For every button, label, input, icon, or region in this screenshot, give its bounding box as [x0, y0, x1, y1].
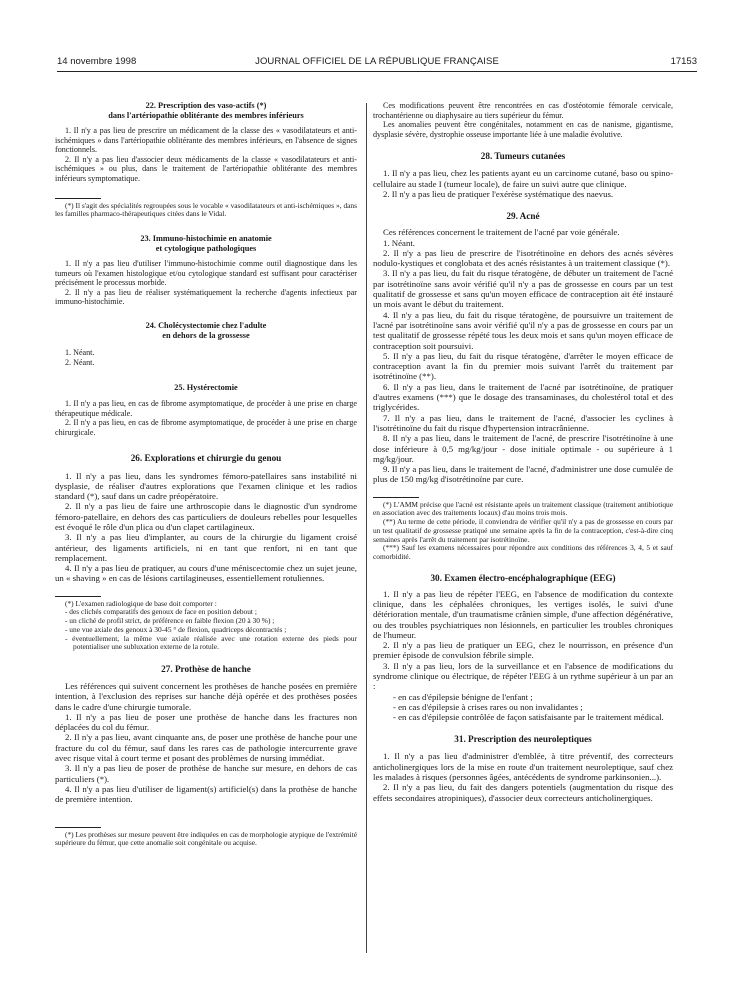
- paragraph: 1. Il n'y a pas lieu d'administrer d'emblée, à titre préventif, des correcteurs anticholinergiques lors de la mise en route d'un traitement neuroleptique, sauf chez les malades à risques (personnes âgées, antécédents de syndrome parkinsonien...).: [373, 751, 673, 783]
- column-divider: [366, 103, 367, 953]
- paragraph: 3. Il n'y a pas lieu de poser de prothèse de hanche sur mesure, en dehors de cas particuliers (*).: [55, 763, 357, 784]
- paragraph: 2. Il n'y a pas lieu de réaliser systématiquement la recherche d'agents infectieux par immuno-histochimie.: [55, 287, 357, 307]
- journal-title: JOURNAL OFFICIEL DE LA RÉPUBLIQUE FRANÇAISE: [255, 56, 499, 67]
- section-27-footnote: [55, 827, 357, 848]
- list-item: - en cas d'épilepsie contrôlée de façon satisfaisante par le traitement médical.: [393, 712, 664, 723]
- section-26: [55, 453, 357, 584]
- paragraph: 2. Néant.: [65, 357, 95, 367]
- paragraph: 1. Il n'y a pas lieu de poser une prothèse de hanche dans les fractures non déplacées du col du fémur.: [55, 711, 357, 733]
- footnote-rule: [55, 827, 101, 828]
- section-title: 24. Cholécystectomie chez l'adulte: [145, 320, 267, 330]
- footnote-item: - éventuellement, la même vue axiale réalisée avec une rotation externe des pieds pour potentialiser une subluxation externe de la rotule.: [65, 633, 357, 652]
- paragraph: 2. Il n'y a pas lieu, en cas de fibrome asymptomatique, de procéder à une prise en charge chirurgicale.: [55, 418, 357, 437]
- paragraph: 3. Il n'y a pas lieu d'implanter, au cours de la chirurgie du ligament croisé antérieur, des ligaments artificiels, ni en tant que renfort, ni en tant que remplacement.: [55, 532, 357, 563]
- section-title: 27. Prothèse de hanche: [161, 663, 251, 674]
- section-title: 25. Hystérectomie: [174, 383, 238, 393]
- footnote-rule: [55, 596, 101, 597]
- right-column: [373, 101, 673, 803]
- section-title: 23. Immuno-histochimie en anatomie: [140, 233, 272, 243]
- paragraph: 2. Il n'y a pas lieu de faire une arthroscopie dans le diagnostic d'un syndrome fémoro-patellaire, en dehors des cas particuliers de douleurs rebelles pour lesquelles est évoqué le rôle d'un plica ou d'un clapet cartilagineux.: [55, 501, 357, 532]
- footnote: (*) L'examen radiologique de base doit comporter :: [65, 598, 217, 608]
- footnote: (*) Il s'agit des spécialités regroupées sous le vocable « vasodilatateurs et anti-ischémiques », dans les familles pharmaco-thérapeutiques citées dans le Vidal.: [55, 200, 357, 219]
- paragraph: 1. Il n'y a pas lieu, en cas de fibrome asymptomatique, de procéder à une prise en charge thérapeutique médicale.: [55, 399, 357, 418]
- section-22: [55, 101, 357, 219]
- footnote-item: - une vue axiale des genoux à 30-45 ° de flexion, quadriceps décontractés ;: [65, 624, 287, 634]
- left-column: [55, 101, 357, 848]
- footnote: (*) Les prothèses sur mesure peuvent être indiquées en cas de morphologie atypique de l'extrémité supérieure du fémur, que cette anomalie soit congénitale ou acquise.: [55, 829, 357, 848]
- section-title: 30. Examen électro-encéphalographique (EEG): [430, 572, 616, 583]
- footnote: (***) Sauf les examens nécessaires pour répondre aux conditions des références 3, 4, 5 et sauf comorbidité.: [373, 543, 673, 561]
- paragraph: 1. Il n'y a pas lieu de prescrire un médicament de la classe des « vasodilatateurs et anti-ischémiques » dans l'artériopathie oblitérante des membres inférieurs, en l'absence de signes fonctionnels.: [55, 126, 357, 155]
- section-subtitle: dans l'artériopathie oblitérante des membres inférieurs: [108, 111, 304, 120]
- footnote: (**) Au terme de cette période, il conviendra de vérifier qu'il n'y a pas de grossesse en cours par un test qualitatif de grossesse pratiqué une semaine après la fin de la contraception, c'est-à-dire cinq semaines après l'arrêt du traitement par isotrétinoïne.: [373, 517, 673, 544]
- paragraph: 2. Il n'y a pas lieu, avant cinquante ans, de poser une prothèse de hanche pour une fracture du col du fémur, sauf dans les rares cas de pathologie intercurrente grave avec risque vital à court terme et posant des problèmes de nursing immédiat.: [55, 732, 357, 764]
- paragraph: 4. Il n'y a pas lieu de pratiquer, au cours d'une méniscectomie chez un sujet jeune, un « shaving » en cas de lésions cartilagineuses, essentiellement rotuliennes.: [55, 563, 357, 584]
- section-title: 28. Tumeurs cutanées: [480, 151, 566, 162]
- paragraph: Ces modifications peuvent être rencontrées en cas d'ostéotomie fémorale cervicale, trochantérienne ou diaphysaire au tiers supérieur du fémur.: [373, 101, 673, 120]
- footnote-rule: [55, 198, 101, 199]
- paragraph: 2. Il n'y a pas lieu de prescrire de l'isotrétinoïne en dehors des acnés sévères nodulo-kystiques et conglobata et des acnés résistantes à un traitement classique (*).: [373, 247, 673, 269]
- footnote-rule: [373, 497, 419, 498]
- section-25: [55, 383, 357, 437]
- paragraph: 5. Il n'y a pas lieu, du fait du risque tératogène, d'arrêter le moyen efficace de contraception avant la fin du premier mois suivant l'arrêt du traitement par isotrétinoïne (**).: [373, 350, 673, 382]
- paragraph: Les références qui suivent concernent les prothèses de hanche posées en première intention, à l'exclusion des reprises sur hanche déjà opérée et des prothèses posées dans le cadre d'une chirurgie tumorale.: [55, 680, 357, 712]
- paragraph: 6. Il n'y a pas lieu, dans le traitement de l'acné par isotrétinoïne, de pratiquer d'autres examens (***) que le dosage des transaminases, du cholestérol total et des triglycérides.: [373, 381, 673, 413]
- section-title: 29. Acné: [506, 211, 540, 222]
- section-title: 26. Explorations et chirurgie du genou: [130, 452, 282, 463]
- continued-footnote: [373, 101, 673, 139]
- paragraph: 1. Il n'y a pas lieu, dans les syndromes fémoro-patellaires sans instabilité ni dysplasie, de réaliser d'autres explorations que l'examen clinique et les radios standard (*), sauf dans un cadre préopératoire.: [55, 470, 357, 502]
- footnote: (*) L'AMM précise que l'acné est résistante après un traitement classique (traitement antibiotique en association avec des traitements locaux) d'au moins trois mois.: [373, 499, 673, 518]
- section-29-footnotes: [373, 497, 673, 562]
- section-23: [55, 234, 357, 307]
- issue-date: 14 novembre 1998: [57, 56, 137, 67]
- paragraph: 2. Il n'y a pas lieu, du fait des dangers potentiels (augmentation du risque des effets secondaires atropiniques), d'associer deux correcteurs anticholinergiques.: [373, 782, 673, 803]
- section-27: [55, 664, 357, 805]
- paragraph: 1. Néant.: [65, 347, 95, 357]
- list-item: - en cas d'épilepsie à crises rares ou non invalidantes ;: [393, 701, 583, 712]
- paragraph: Ces références concernent le traitement de l'acné par voie générale.: [383, 227, 620, 238]
- header-rule: [57, 71, 697, 72]
- paragraph: 1. Néant.: [383, 237, 416, 248]
- paragraph: 1. Il n'y a pas lieu de répéter l'EEG, en l'absence de modification du contexte clinique, dans les céphalées chroniques, les vertiges isolés, le suivi d'une détérioration mentale, d'un traumatisme crânien simple, d'une affection dégénérative, ou des troubles psychiatriques non lésionnels, en particulier les troubles chroniques de l'humeur.: [373, 588, 673, 640]
- footnote-item: - des clichés comparatifs des genoux de face en position debout ;: [65, 607, 257, 617]
- page-number: 17153: [670, 56, 697, 67]
- paragraph: 3. Il n'y a pas lieu, du fait du risque tératogène, de débuter un traitement de l'acné par isotrétinoïne sans avoir vérifié qu'il n'y a pas de grossesse en cours par un test qualitatif de grossesse et sans qu'un moyen efficace de contraception ait été instauré un mois avant le début du traitement.: [373, 268, 673, 310]
- page-header: [57, 56, 697, 72]
- paragraph: 1. Il n'y a pas lieu, chez les patients ayant eu un carcinome cutané, baso ou spino-cellulaire au stade I (tumeur locale), de faire un suivi autre que clinique.: [373, 168, 673, 189]
- paragraph: 4. Il n'y a pas lieu d'utiliser de ligament(s) artificiel(s) dans la prothèse de hanche de première intention.: [55, 783, 357, 805]
- section-24: [55, 321, 357, 367]
- section-28: [373, 151, 673, 199]
- footnote-item: - un cliché de profil strict, de préférence en faible flexion (20 à 30 %) ;: [65, 616, 275, 626]
- paragraph: 2. Il n'y a pas lieu de pratiquer un EEG, chez le nourrisson, en présence d'un premier épisode de convulsion fébrile simple.: [373, 640, 673, 661]
- section-title: 31. Prescription des neuroleptiques: [454, 734, 592, 745]
- section-30: [373, 573, 673, 723]
- paragraph: 4. Il n'y a pas lieu, du fait du risque tératogène, de poursuivre un traitement de l'acné par isotrétinoïne sans avoir vérifié qu'il n'y a pas de grossesse en cours par un test qualitatif de grossesse répété tous les deux mois et sans qu'un moyen efficace de contraception soit poursuivi.: [373, 309, 673, 351]
- paragraph: 2. Il n'y a pas lieu d'associer deux médicaments de la classe « vasodilatateurs et anti-ischémiques » ou plus, dans le traitement de l'artériopathie oblitérante des membres inférieurs symptomatique.: [55, 154, 357, 183]
- paragraph: 8. Il n'y a pas lieu, dans le traitement de l'acné, de prescrire l'isotrétinoïne à une dose inférieure à 0,5 mg/kg/jour - dose initiale optimale - ou supérieure à 1 mg/kg/jour.: [373, 433, 673, 464]
- list-item: - en cas d'épilepsie bénigne de l'enfant ;: [393, 691, 533, 702]
- paragraph: 2. Il n'y a pas lieu de pratiquer l'exérèse systématique des naevus.: [383, 188, 614, 199]
- section-31: [373, 734, 673, 802]
- section-26-footnote: [55, 596, 357, 652]
- paragraph: 9. Il n'y a pas lieu, dans le traitement de l'acné, d'administrer une dose cumulée de plus de 150 mg/kg d'isotrétinoïne par cure.: [373, 464, 673, 485]
- section-subtitle: et cytologique pathologiques: [155, 243, 257, 253]
- paragraph: 1. Il n'y a pas lieu d'utiliser l'immuno-histochimie comme outil diagnostique dans les tumeurs où l'examen histologique et/ou cytologique standard est suffisant pour caractériser précisément le processus morbide.: [55, 258, 357, 288]
- paragraph: 7. Il n'y a pas lieu, dans le traitement de l'acné, d'associer les cyclines à l'isotrétinoïne du fait du risque d'hypertension intracrânienne.: [373, 412, 673, 433]
- section-29: [373, 211, 673, 484]
- section-title: 22. Prescription des vaso-actifs (*): [145, 101, 267, 110]
- section-subtitle: en dehors de la grossesse: [162, 330, 250, 340]
- paragraph: Les anomalies peuvent être congénitales, notamment en cas de nanisme, gigantisme, dysplasie sévère, dystrophie osseuse importante liée à une maladie évolutive.: [373, 120, 673, 139]
- paragraph: 3. Il n'y a pas lieu, lors de la surveillance et en l'absence de modifications du syndrome clinique ou électrique, de répéter l'EEG à un rythme supérieur à un par an :: [373, 660, 673, 692]
